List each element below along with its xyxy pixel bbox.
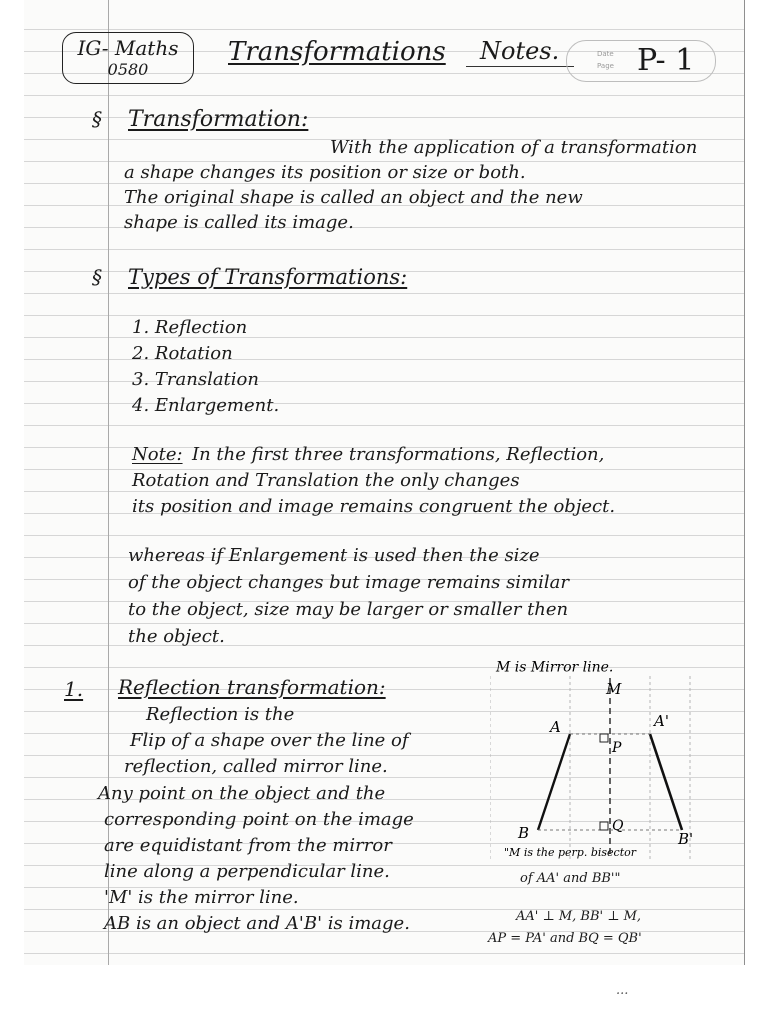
course-code-box xyxy=(62,32,194,84)
image-line-a-prime-b-prime xyxy=(650,734,682,830)
list-item: 2. Rotation xyxy=(132,343,233,364)
body-line: to the object, size may be larger or smaller then xyxy=(128,599,569,620)
section-heading-reflection: Reflection transformation: xyxy=(118,675,386,699)
date-label: Date xyxy=(597,50,614,58)
body-line: shape is called its image. xyxy=(124,212,354,233)
body-line: With the application of a transformation xyxy=(330,137,698,158)
note-line: Rotation and Translation the only changes xyxy=(132,470,520,491)
right-angle-p xyxy=(600,734,608,742)
body-line: reflection, called mirror line. xyxy=(124,756,388,777)
body-line: of the object changes but image remains similar xyxy=(128,572,569,593)
list-item: 4. Enlargement. xyxy=(132,395,280,416)
body-line: The original shape is called an object and the new xyxy=(124,187,583,208)
body-line: are equidistant from the mirror xyxy=(104,835,392,856)
body-line: 'M' is the mirror line. xyxy=(104,887,299,908)
label-a-prime: A' xyxy=(654,712,669,730)
body-line: a shape changes its position or size or both. xyxy=(124,162,526,183)
reflection-diagram xyxy=(490,660,722,868)
body-line: Any point on the object and the xyxy=(98,783,386,804)
diagram-relation: AA' ⊥ M, BB' ⊥ M, xyxy=(516,909,642,924)
label-b-prime: B' xyxy=(678,830,694,848)
footer-mark: ... xyxy=(616,983,629,998)
label-p: P xyxy=(612,740,622,756)
section-symbol: § xyxy=(92,265,102,289)
body-line: Reflection is the xyxy=(146,704,295,725)
body-line: line along a perpendicular line. xyxy=(104,861,390,882)
section-number: 1. xyxy=(64,677,84,701)
note-line: its position and image remains congruent the object. xyxy=(132,496,616,517)
diagram-caption: "M is the perp. bisector xyxy=(504,846,637,859)
diagram-caption-top: M is Mirror line. xyxy=(496,660,614,676)
list-item: 3. Translation xyxy=(132,369,259,390)
diagram-relation: AP = PA' and BQ = QB' xyxy=(488,931,642,946)
course-name: IG- Maths xyxy=(77,36,179,60)
label-b: B xyxy=(518,824,530,842)
notes-label: Notes. xyxy=(480,37,560,65)
page-label: Page xyxy=(597,62,614,70)
right-angle-q xyxy=(600,822,608,830)
mirror-label: M xyxy=(606,680,622,698)
section-heading-transformation: Transformation: xyxy=(128,107,309,132)
body-line: the object. xyxy=(128,626,225,647)
label-a: A xyxy=(550,718,561,736)
notes-underline xyxy=(466,66,574,67)
course-code: 0580 xyxy=(107,60,149,79)
label-q: Q xyxy=(612,818,624,834)
note-line: In the first three transformations, Reflection, xyxy=(192,444,605,465)
page-number: P- 1 xyxy=(637,43,695,78)
body-line: corresponding point on the image xyxy=(104,809,414,830)
date-page-badge xyxy=(566,40,716,82)
body-line: whereas if Enlargement is used then the size xyxy=(128,545,540,566)
diagram-caption: of AA' and BB'" xyxy=(520,871,621,886)
section-symbol: § xyxy=(92,107,102,131)
page-title: Transformations xyxy=(228,37,446,67)
body-line: AB is an object and A'B' is image. xyxy=(104,913,410,934)
object-line-ab xyxy=(538,734,570,830)
note-label: Note: xyxy=(132,444,183,465)
section-heading-types: Types of Transformations: xyxy=(128,265,408,289)
list-item: 1. Reflection xyxy=(132,317,248,338)
body-line: Flip of a shape over the line of xyxy=(130,730,409,751)
